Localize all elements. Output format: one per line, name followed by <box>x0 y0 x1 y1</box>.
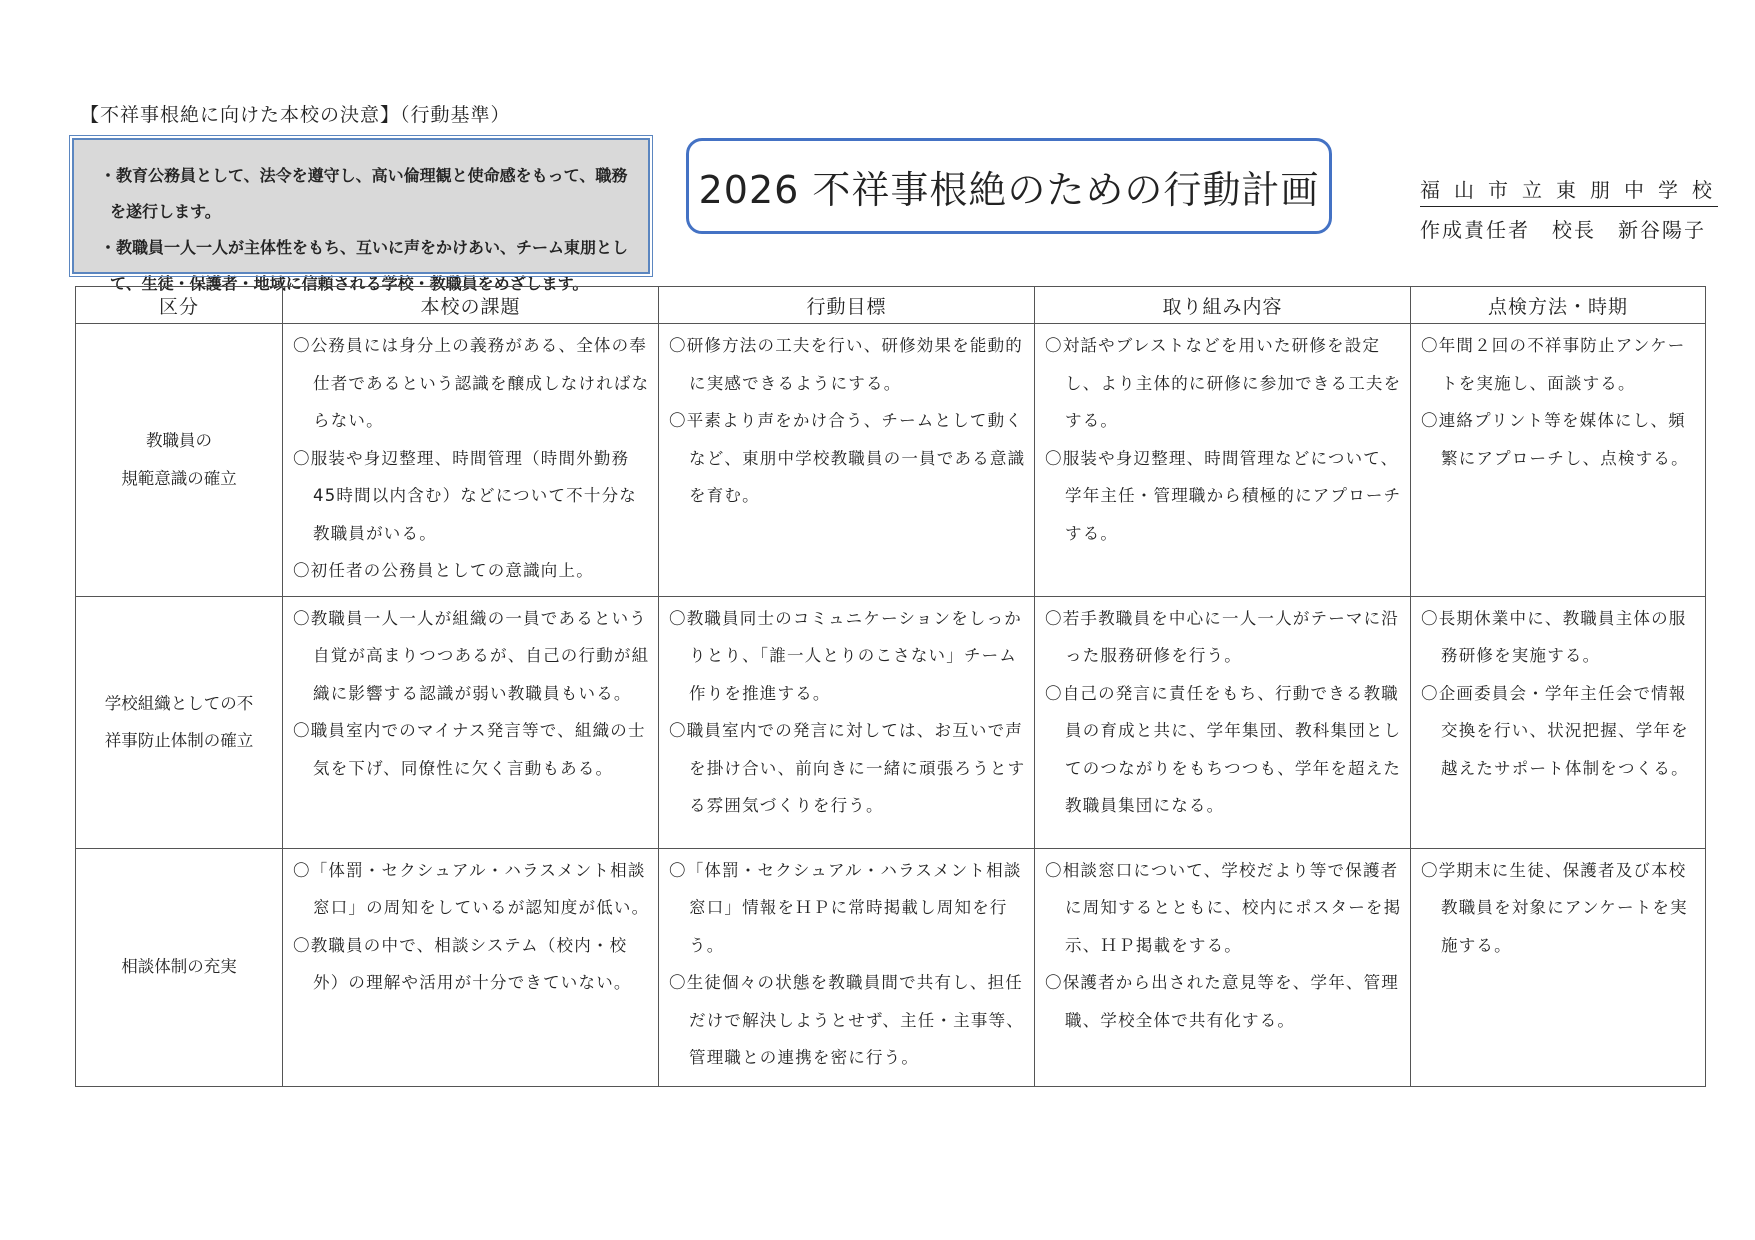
list-item: 〇長期休業中に、教職員主体の服務研修を実施する。 <box>1421 608 1687 665</box>
issues-cell <box>283 596 659 848</box>
checks-cell <box>1411 596 1706 848</box>
list-item: 〇相談窓口について、学校だより等で保護者に周知するとともに、校内にポスターを掲示、ＨＰ掲載をする。 <box>1045 860 1402 955</box>
issues-cell <box>283 324 659 597</box>
list-item: 〇教職員の中で、相談システム（校内・校外）の理解や活用が十分できていない。 <box>293 935 632 992</box>
goals-cell <box>659 324 1035 597</box>
table-row <box>76 596 1706 848</box>
list-item: 〇公務員には身分上の義務がある、全体の奉仕者であるという認識を醸成しなければならない。 <box>293 336 650 430</box>
actions-cell <box>1035 324 1411 597</box>
list-item: 〇生徒個々の状態を教職員間で共有し、担任だけで解決しようとせず、主任・主事等、管理職との連携を密に行う。 <box>669 973 1024 1067</box>
header-actions: 取り組み内容 <box>1035 287 1411 324</box>
goals-cell <box>659 596 1035 848</box>
category-line: 祥事防止体制の確立 <box>104 731 254 750</box>
issues-cell <box>283 848 659 1086</box>
list-item: 〇服装や身辺整理、時間管理などについて、学年主任・管理職から積極的にアプローチする。 <box>1045 448 1402 543</box>
checks-cell <box>1411 848 1706 1086</box>
category-line: 相談体制の充実 <box>121 957 237 977</box>
list-item: 〇連絡プリント等を媒体にし、頻繁にアプローチし、点検する。 <box>1421 411 1689 468</box>
category-line: 教職員の <box>146 431 212 451</box>
header-checks: 点検方法・時期 <box>1411 287 1706 324</box>
category-line: 学校組織としての不 <box>104 693 254 713</box>
table-row <box>76 324 1706 597</box>
resolve-heading: 【不祥事根絶に向けた本校の決意】（行動基準） <box>80 104 511 126</box>
list-item: 〇研修方法の工夫を行い、研修効果を能動的に実感できるようにする。 <box>669 336 1023 393</box>
table-row <box>76 848 1706 1086</box>
list-item: 〇職員室内でのマイナス発言等で、組織の士気を下げ、同僚性に欠く言動もある。 <box>293 721 646 778</box>
header-category: 区分 <box>76 287 283 324</box>
list-item: 〇職員室内での発言に対しては、お互いで声を掛け合い、前向きに一緒に頑張ろうとする雰囲気づくりを行う。 <box>669 721 1026 815</box>
actions-cell <box>1035 848 1411 1086</box>
list-item: 〇対話やブレストなどを用いた研修を設定し、より主体的に研修に参加できる工夫をする。 <box>1045 336 1402 430</box>
plan-title: 2026 不祥事根絶のための行動計画 <box>686 138 1332 234</box>
table-header-row <box>76 287 1706 324</box>
category-cell <box>76 848 283 1086</box>
list-item: 〇企画委員会・学年主任会で情報交換を行い、状況把握、学年を越えたサポート体制をつくる。 <box>1421 683 1689 778</box>
list-item: 〇教職員同士のコミュニケーションをしっかりとり、「誰一人とりのこさない」チーム作りを推進する。 <box>669 608 1023 703</box>
pledge-item: ・教育公務員として、法令を遵守し、高い倫理観と使命感をもって、職務を遂行します。 <box>100 166 628 221</box>
school-name: 福山市立東朋中学校 <box>1420 174 1718 207</box>
pledge-box <box>72 138 650 293</box>
category-cell <box>76 324 283 597</box>
list-item: 〇初任者の公務員としての意識向上。 <box>293 561 594 580</box>
list-item: 〇保護者から出された意見等を、学年、管理職、学校全体で共有化する。 <box>1045 973 1399 1030</box>
list-item: 〇「体罰・セクシュアル・ハラスメント相談窓口」情報をＨＰに常時掲載し周知を行う。 <box>669 860 1022 955</box>
pledge-item: ・教職員一人一人が主体性をもち、互いに声をかけあい、チーム東朋として、生徒・保護者・地域に信頼される学校・教職員をめざします。 <box>100 238 629 293</box>
list-item: 〇平素より声をかけ合う、チームとして動くなど、東朋中学校教職員の一員である意識を育む。 <box>669 411 1026 505</box>
list-item: 〇教職員一人一人が組織の一員であるという自覚が高まりつつあるが、自己の行動が組織に影響する認識が弱い教職員もいる。 <box>293 608 650 703</box>
actions-cell <box>1035 596 1411 848</box>
list-item: 〇服装や身辺整理、時間管理（時間外勤務45時間以内含む）などについて不十分な教職員がいる。 <box>293 448 637 543</box>
list-item: 〇学期末に生徒、保護者及び本校教職員を対象にアンケートを実施する。 <box>1421 860 1688 955</box>
header-issues: 本校の課題 <box>283 287 659 324</box>
list-item: 〇年間２回の不祥事防止アンケートを実施し、面談する。 <box>1421 336 1686 393</box>
action-plan-table <box>75 286 1706 1087</box>
author-name: 新谷陽子 <box>1618 218 1706 242</box>
goals-cell <box>659 848 1035 1086</box>
list-item: 〇「体罰・セクシュアル・ハラスメント相談窓口」の周知をしているが認知度が低い。 <box>293 860 650 917</box>
list-item: 〇自己の発言に責任をもち、行動できる教職員の育成と共に、学年集団、教科集団としてのつながりをもちつつも、学年を超えた教職員集団になる。 <box>1045 683 1402 815</box>
author-line <box>1420 214 1706 243</box>
category-cell <box>76 596 283 848</box>
list-item: 〇若手教職員を中心に一人一人がテーマに沿った服務研修を行う。 <box>1045 608 1399 665</box>
category-line: 規範意識の確立 <box>121 468 237 488</box>
author-role: 校長 <box>1552 218 1596 242</box>
checks-cell <box>1411 324 1706 597</box>
author-label: 作成責任者 <box>1420 218 1530 242</box>
header-goals: 行動目標 <box>659 287 1035 324</box>
